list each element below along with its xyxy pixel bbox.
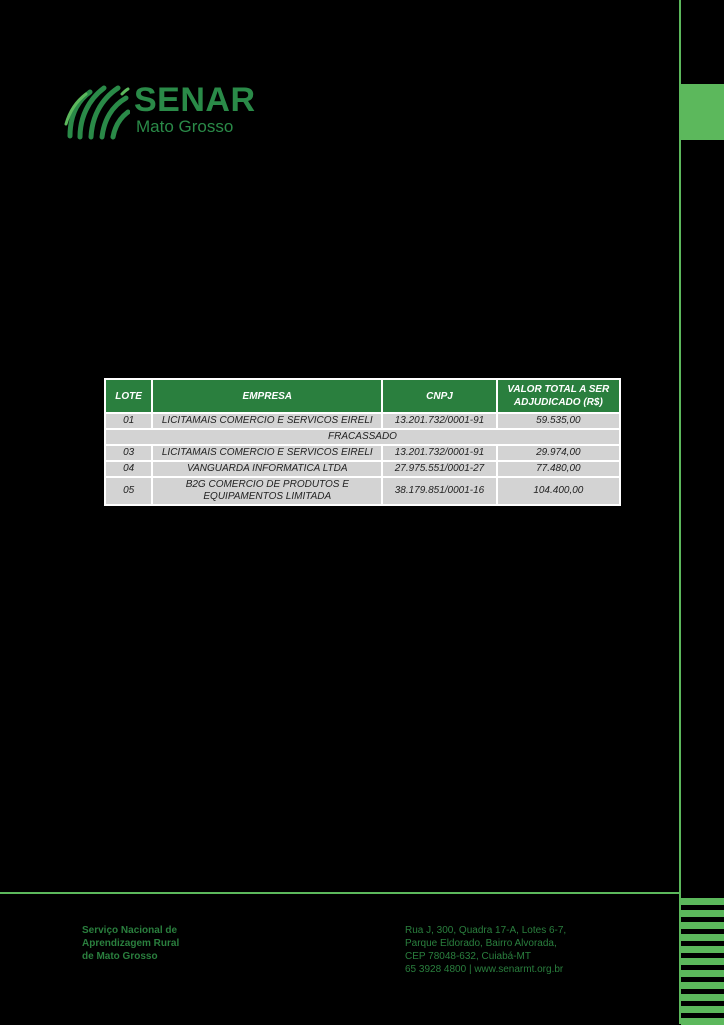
table-header-row	[105, 379, 620, 413]
table-row	[105, 429, 620, 445]
footer-address-line: Parque Eldorado, Bairro Alvorada,	[405, 938, 557, 949]
lotes-table	[104, 378, 621, 506]
cell-empresa: VANGUARDA INFORMATICA LTDA	[152, 461, 382, 477]
footer-contact-line: 65 3928 4800 | www.senarmt.org.br	[405, 964, 564, 975]
footer-stripes	[681, 895, 724, 1024]
header-valor: VALOR TOTAL A SER ADJUDICADO (R$)	[497, 379, 620, 413]
footer-org-line: Aprendizagem Rural	[82, 938, 180, 949]
table-row	[105, 461, 620, 477]
cell-empresa: LICITAMAIS COMERCIO E SERVICOS EIRELI	[152, 413, 382, 429]
cell-fracassado: FRACASSADO	[105, 429, 620, 445]
cell-lote: 01	[105, 413, 152, 429]
header-lote: LOTE	[105, 379, 152, 413]
cell-valor: 29.974,00	[497, 445, 620, 461]
right-accent-line	[679, 0, 681, 1024]
cell-cnpj: 13.201.732/0001-91	[382, 445, 496, 461]
cell-cnpj: 38.179.851/0001-16	[382, 477, 496, 505]
cell-lote: 05	[105, 477, 152, 505]
header-cnpj: CNPJ	[382, 379, 496, 413]
cell-empresa: B2G COMERCIO DE PRODUTOS E EQUIPAMENTOS LIMITADA	[152, 477, 382, 505]
cell-valor: 59.535,00	[497, 413, 620, 429]
table-row	[105, 413, 620, 429]
footer-org-name	[82, 924, 179, 963]
footer-divider-line	[0, 892, 680, 894]
footer-address	[405, 924, 566, 976]
cell-cnpj: 27.975.551/0001-27	[382, 461, 496, 477]
footer-address-line: CEP 78048-632, Cuiabá-MT	[405, 951, 531, 962]
cell-lote: 04	[105, 461, 152, 477]
footer-org-line: Serviço Nacional de	[82, 925, 178, 936]
table-row	[105, 477, 620, 505]
table-row	[105, 445, 620, 461]
right-accent-block	[681, 84, 724, 140]
cell-valor: 104.400,00	[497, 477, 620, 505]
logo-subtitle: Mato Grosso	[136, 117, 234, 136]
senar-logo	[64, 80, 264, 140]
footer-org-line: de Mato Grosso	[82, 951, 158, 962]
footer-address-line: Rua J, 300, Quadra 17-A, Lotes 6-7,	[405, 925, 567, 936]
cell-lote: 03	[105, 445, 152, 461]
cell-valor: 77.480,00	[497, 461, 620, 477]
cell-cnpj: 13.201.732/0001-91	[382, 413, 496, 429]
senar-leaf-icon	[64, 80, 130, 140]
logo-title: SENAR	[134, 81, 256, 119]
page-top-border	[0, 0, 724, 4]
header-empresa: EMPRESA	[152, 379, 382, 413]
cell-empresa: LICITAMAIS COMERCIO E SERVICOS EIRELI	[152, 445, 382, 461]
